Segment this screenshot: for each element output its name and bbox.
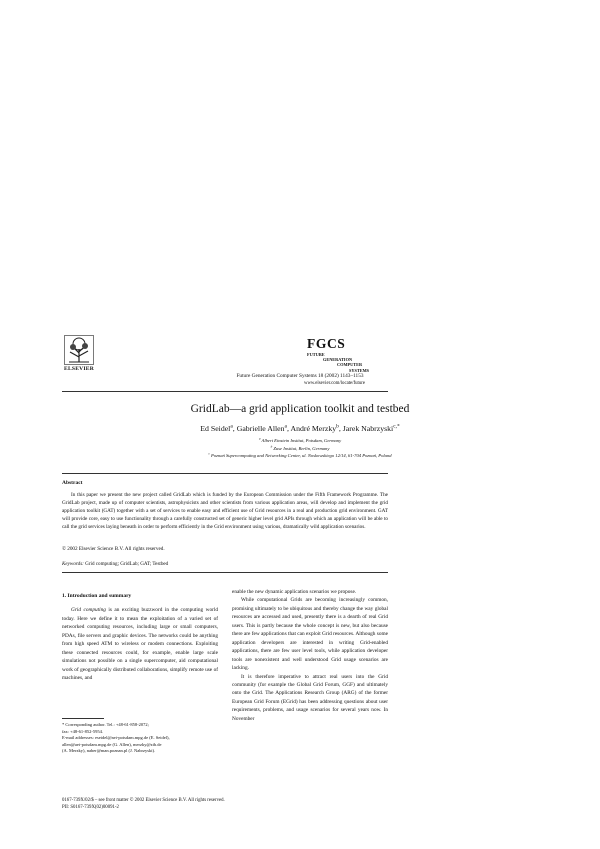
paper-title: GridLab—a grid application toolkit and testbed bbox=[190, 403, 410, 415]
fgcs-subtitle: FUTURE GENERATION COMPUTER SYSTEMS bbox=[307, 352, 370, 373]
abstract-heading: Abstract bbox=[62, 480, 83, 486]
author-list: Ed Seidel$^a$, Gabrielle Allen$^a$, André Merzky$^b$, Jarek Nabrzyski$^{c,*}$ bbox=[200, 423, 400, 433]
body-paragraph: It is therefore imperative to attract real users into the Grid community (for example the Global Grid Forum, GGF) and ultimately onto the Grid. The Applications Research Group (ARG) of the former European Grid Forum (EGrid) has been addressing questions about user requirements, problems, and usage scenarios for several years now. In November bbox=[232, 673, 388, 722]
journal-line: Future Generation Computer Systems 18 (2002) 1143–1153 bbox=[236, 373, 364, 379]
left-column bbox=[62, 592, 218, 683]
publisher-logo bbox=[62, 335, 96, 372]
abstract-rule-top bbox=[62, 473, 388, 474]
affiliations bbox=[0, 437, 600, 460]
elsevier-tree-icon bbox=[64, 335, 94, 365]
body-paragraph: Grid computing is an exciting buzzword in the computing world today. Here we define it to mean the exploitation of a varied set of networked computing resources, including large or small computers, PDAs, file servers and graphic devices. The networks could be anything from high speed ATM to wireless or modem connections. Exploiting these connected resources could, for example, enable large scale simulations not possible on a single supercomputer, aid computational work of geographically distributed collaborations, simplify remote use of machines, and bbox=[62, 607, 218, 682]
footnotes: * Corresponding author. Tel.: +48-61-858-2072; fax: +48-61-852-5954. E-mail addresses: eseidel@aei-potsdam.mpg.de (E. Seidel), allen@aei-potsdam.mpg.de (G. Allen), merzky@zib.de (A. Merzky), naber@man.poznan.pl (J. Nabrzyski). bbox=[62, 722, 170, 753]
fgcs-logo bbox=[307, 337, 393, 373]
abstract-text: In this paper we present the new project called GridLab which is funded by the European Commission under the Fifth Framework Programme. The GridLab project, made up of computer scientists, astrophysicists and other scientists from various application areas, will develop and implement the grid application toolkit (GAT) together with a set of services to enable easy and efficient use of Grid resources in a real and production grid environment. GAT will provide core, easy to use functionality through a carefully constructed set of generic higher level grid APIs through which an application will be able to call the grid services laying beneath in order to perform efficiently in the Grid environment using various, dramatically wild application scenarios. bbox=[62, 492, 388, 531]
header-rule bbox=[62, 391, 388, 392]
section-heading: 1. Introduction and summary bbox=[62, 593, 132, 599]
copyright: © 2002 Elsevier Science B.V. All rights reserved. bbox=[62, 546, 165, 552]
author-name: Gabrielle Allen bbox=[236, 424, 285, 433]
publisher-name: ELSEVIER bbox=[64, 366, 94, 372]
affiliation: $^b$ Zuse Institut, Berlin, Germany bbox=[270, 444, 330, 451]
affiliation: $^c$ Poznań Supercomputing and Networking Center, ul. Noskowskiego 12/14, 61-704 Poznań, Poland bbox=[208, 451, 392, 459]
issn-block: 0167-739X/02/$ – see front matter © 2002 Elsevier Science B.V. All rights reserved. PII: S0167-739X(02)00091-2 bbox=[62, 798, 225, 810]
affiliation: $^a$ Albert Einstein Institut, Potsdam, Germany bbox=[258, 436, 342, 443]
body-paragraph: While computational Grids are becoming increasingly common, promising ultimately to be ubiquitous and thereby change the way global resources are accessed and used, presently there is a dearth of real Grid users. This is partly because the whole concept is new, but also because there are few applications that can exploit Grid resources. Although some application developers are interested in writing Grid-enabled applications, there are few user level tools, while application developer tools are nonexistent and well understood Grid usage scenarios are lacking. bbox=[232, 597, 388, 672]
body-paragraph: enable the new dynamic application scenarios we propose. bbox=[232, 589, 357, 595]
author-name: André Merzky bbox=[290, 424, 337, 433]
journal-website: www.elsevier.com/locate/future bbox=[304, 381, 365, 386]
footnote-rule bbox=[62, 718, 104, 719]
author-name: Jarek Nabrzyski bbox=[342, 424, 394, 433]
right-column bbox=[232, 588, 388, 723]
fgcs-title: FGCS bbox=[307, 336, 346, 351]
keywords: Keywords: Grid computing; GridLab; GAT; Testbed bbox=[62, 561, 169, 567]
abstract-rule-bottom bbox=[62, 572, 388, 573]
author-name: Ed Seidel bbox=[200, 424, 231, 433]
